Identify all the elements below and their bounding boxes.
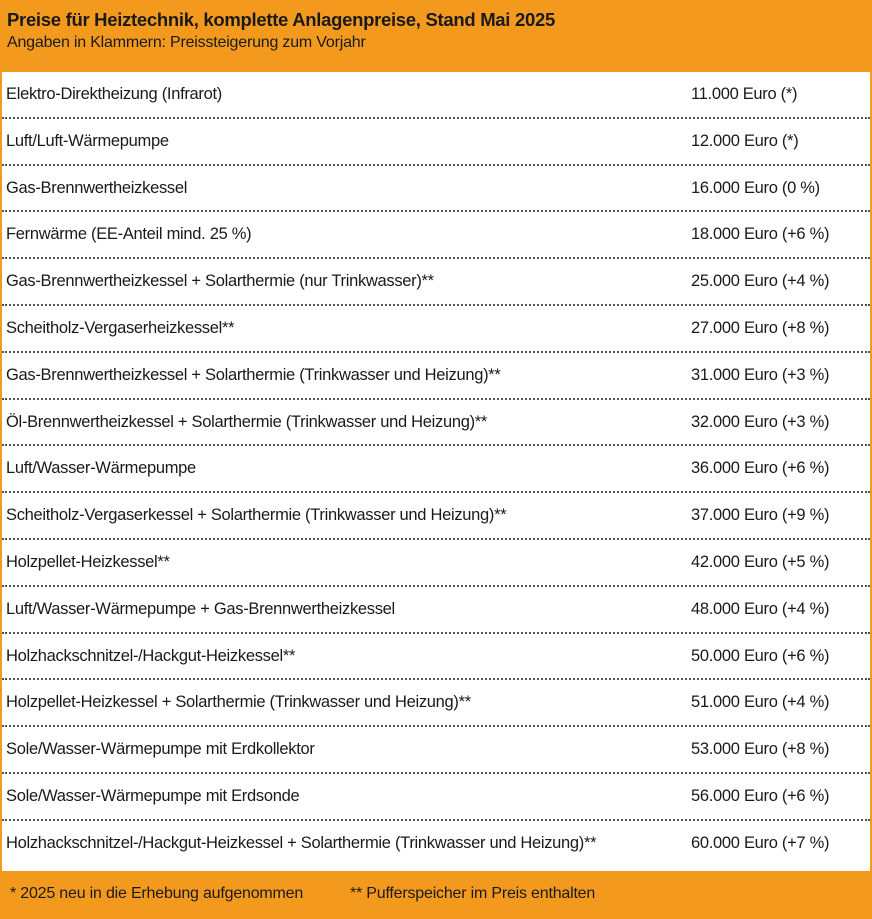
table-row <box>2 212 870 259</box>
price-value: 56.000 Euro (+6 %) <box>691 786 830 805</box>
footnote-new-entries: * 2025 neu in die Erhebung aufgenommen <box>10 885 304 902</box>
price-value: 25.000 Euro (+4 %) <box>691 272 830 291</box>
table-row <box>2 587 870 634</box>
heating-system-label: Gas-Brennwertheizkessel + Solarthermie (Trinkwasser und Heizung)** <box>6 365 501 384</box>
table-row <box>2 493 870 540</box>
price-value: 31.000 Euro (+3 %) <box>691 365 830 384</box>
price-value: 12.000 Euro (*) <box>691 131 799 150</box>
price-value: 36.000 Euro (+6 %) <box>691 459 830 478</box>
table-row <box>2 821 870 868</box>
table-footer <box>2 871 870 917</box>
table-header <box>2 2 870 72</box>
heating-system-label: Scheitholz-Vergaserheizkessel** <box>6 318 235 337</box>
price-value: 11.000 Euro (*) <box>691 85 798 103</box>
table-row <box>2 446 870 493</box>
table-row <box>2 353 870 400</box>
price-value: 48.000 Euro (+4 %) <box>691 599 830 618</box>
table-row <box>2 540 870 587</box>
table-row <box>2 727 870 774</box>
heating-system-label: Gas-Brennwertheizkessel + Solarthermie (nur Trinkwasser)** <box>6 272 434 291</box>
heating-system-label: Holzpellet-Heizkessel + Solarthermie (Trinkwasser und Heizung)** <box>6 693 471 712</box>
price-value: 42.000 Euro (+5 %) <box>691 552 830 571</box>
footnote-buffer-storage: ** Pufferspeicher im Preis enthalten <box>350 885 596 902</box>
price-rows <box>2 72 870 868</box>
heating-system-label: Holzhackschnitzel-/Hackgut-Heizkessel** <box>6 646 296 665</box>
price-value: 27.000 Euro (+8 %) <box>691 318 830 337</box>
table-row <box>2 400 870 447</box>
heating-system-label: Luft/Wasser-Wärmepumpe <box>6 459 196 478</box>
page-subtitle: Angaben in Klammern: Preissteigerung zum Vorjahr <box>7 34 366 51</box>
price-value: 50.000 Euro (+6 %) <box>691 646 830 665</box>
table-row <box>2 166 870 213</box>
price-value: 18.000 Euro (+6 %) <box>691 225 830 244</box>
price-value: 16.000 Euro (0 %) <box>691 178 820 197</box>
heating-system-label: Holzhackschnitzel-/Hackgut-Heizkessel + Solarthermie (Trinkwasser und Heizung)** <box>6 833 597 852</box>
price-value: 32.000 Euro (+3 %) <box>691 412 830 431</box>
heating-system-label: Holzpellet-Heizkessel** <box>6 552 170 571</box>
table-row <box>2 259 870 306</box>
page-title: Preise für Heiztechnik, komplette Anlagenpreise, Stand Mai 2025 <box>7 9 555 30</box>
table-row <box>2 72 870 119</box>
table-row <box>2 680 870 727</box>
table-row <box>2 634 870 681</box>
heating-system-label: Elektro-Direktheizung (Infrarot) <box>6 85 222 103</box>
price-value: 53.000 Euro (+8 %) <box>691 740 830 759</box>
heating-system-label: Öl-Brennwertheizkessel + Solarthermie (Trinkwasser und Heizung)** <box>6 412 488 431</box>
heating-system-label: Luft/Luft-Wärmepumpe <box>6 131 169 150</box>
heating-system-label: Fernwärme (EE-Anteil mind. 25 %) <box>6 225 252 244</box>
price-value: 37.000 Euro (+9 %) <box>691 506 830 525</box>
table-row <box>2 774 870 821</box>
heating-system-label: Sole/Wasser-Wärmepumpe mit Erdsonde <box>6 786 300 805</box>
price-value: 60.000 Euro (+7 %) <box>691 833 830 852</box>
table-row <box>2 306 870 353</box>
heating-system-label: Luft/Wasser-Wärmepumpe + Gas-Brennwertheizkessel <box>6 599 395 618</box>
heating-system-label: Scheitholz-Vergaserkessel + Solarthermie (Trinkwasser und Heizung)** <box>6 506 507 525</box>
price-value: 51.000 Euro (+4 %) <box>691 693 830 712</box>
heating-system-label: Gas-Brennwertheizkessel <box>6 178 188 197</box>
table-row <box>2 119 870 166</box>
heating-system-label: Sole/Wasser-Wärmepumpe mit Erdkollektor <box>6 740 315 759</box>
